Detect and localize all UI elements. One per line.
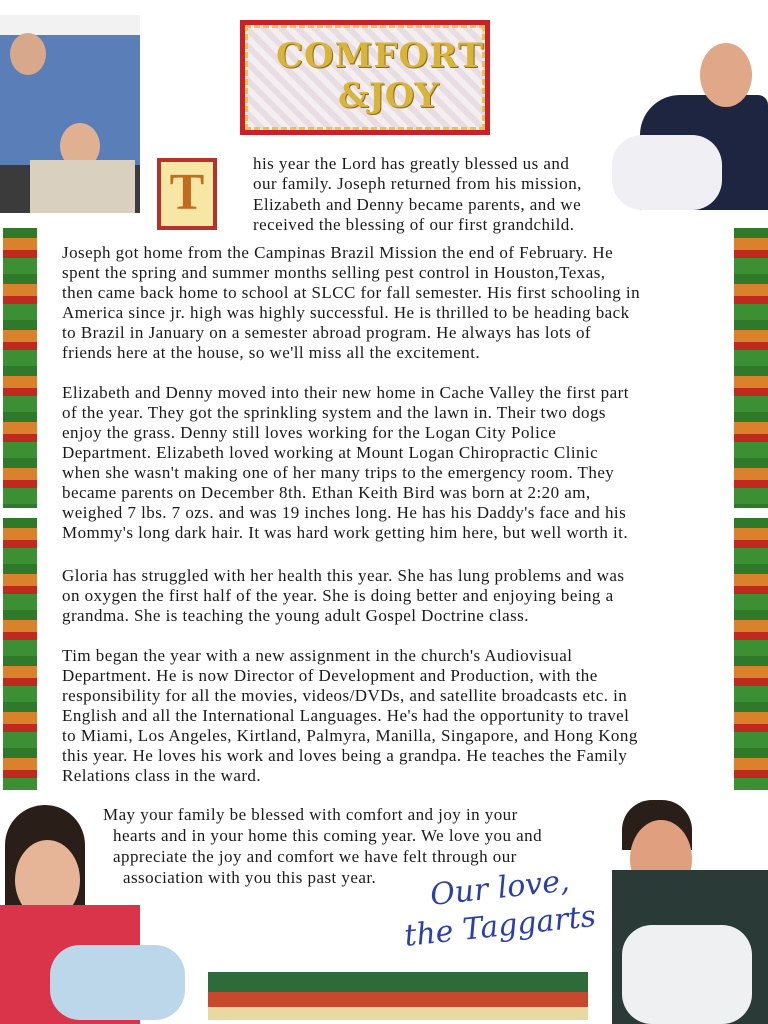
paragraph-4-line: to Miami, Los Angeles, Kirtland, Palmyra, Manilla, Singapore, and Hong Kong	[62, 726, 638, 745]
photo-parents	[0, 15, 140, 213]
paragraph-2-line: Department. Elizabeth loved working at Mount Logan Chiropractic Clinic	[62, 443, 599, 462]
village-houses-illustration	[208, 962, 588, 1020]
paragraph-1-line: spent the spring and summer months selling pest control in Houston,Texas,	[62, 263, 606, 282]
photo-joseph	[612, 15, 768, 210]
signature	[399, 860, 598, 956]
paragraph-4-line: Tim began the year with a new assignment in the church's Audiovisual	[62, 646, 573, 665]
right-vine-border-lower	[734, 518, 768, 790]
intro-line: Elizabeth and Denny became parents, and we	[253, 194, 582, 214]
paragraph-1-line: friends here at the house, so we'll miss all the excitement.	[62, 343, 481, 362]
paragraph-2-line: Elizabeth and Denny moved into their new home in Cache Valley the first part	[62, 383, 629, 402]
intro-line: received the blessing of our first grandchild.	[253, 214, 575, 234]
paragraph-3-line: grandma. She is teaching the young adult Gospel Doctrine class.	[62, 606, 529, 625]
paragraph-3-line: on oxygen the first half of the year. She is doing better and enjoying being a	[62, 586, 614, 605]
signature-line-1: Our love,	[428, 863, 572, 913]
paragraph-4-line: responsibility for all the movies, videos/DVDs, and satellite broadcasts etc. in	[62, 686, 628, 705]
drop-cap	[157, 158, 217, 230]
closing-line: association with you this past year.	[123, 868, 377, 887]
paragraph-3-line: Gloria has struggled with her health this year. She has lung problems and was	[62, 566, 625, 585]
paragraph-4-line: this year. He loves his work and loves being a grandpa. He teaches the Family	[62, 746, 628, 765]
paragraph-2-line: Mommy's long dark hair. It was hard work getting him here, but well worth it.	[62, 523, 629, 542]
comfort-and-joy-banner	[240, 20, 490, 135]
paragraph-2-line: enjoy the grass. Denny still loves working for the Logan City Police	[62, 423, 557, 442]
paragraph-2-line: became parents on December 8th. Ethan Keith Bird was born at 2:20 am,	[62, 483, 591, 502]
paragraph-2-line: of the year. They got the sprinkling system and the lawn in. Their two dogs	[62, 403, 606, 422]
drop-cap-letter: T	[161, 162, 213, 226]
paragraph-1-line: then came back home to school at SLCC for fall semester. His first schooling in	[62, 283, 641, 302]
closing-line: appreciate the joy and comfort we have felt through our	[113, 847, 517, 866]
paragraph-1-line: to Brazil in January on a semester abroad program. He always has lots of	[62, 323, 592, 342]
paragraph-1-line: America since jr. high was highly successful. He is thrilled to be heading back	[62, 303, 630, 322]
paragraph-4-line: English and all the International Languages. He's had the opportunity to travel	[62, 706, 630, 725]
banner-subtitle: &JOY	[338, 76, 439, 116]
left-vine-border	[3, 228, 37, 508]
intro-line: his year the Lord has greatly blessed us and	[253, 154, 570, 173]
closing-line: hearts and in your home this coming year. We love you and	[113, 826, 543, 845]
right-vine-border	[734, 228, 768, 508]
banner-title: COMFORT	[276, 36, 485, 76]
left-vine-border-lower	[3, 518, 37, 790]
photo-denny-baby	[612, 800, 768, 1024]
paragraph-4-line: Department. He is now Director of Development and Production, with the	[62, 666, 598, 685]
signature-line-2: the Taggarts	[402, 898, 598, 954]
intro-line: our family. Joseph returned from his mission,	[253, 174, 582, 194]
closing-line: May your family be blessed with comfort and joy in your	[103, 805, 518, 824]
paragraph-4-line: Relations class in the ward.	[62, 766, 262, 785]
paragraph-1-line: Joseph got home from the Campinas Brazil Mission the end of February. He	[62, 243, 614, 262]
paragraph-2-line: weighed 7 lbs. 7 ozs. and was 19 inches long. He has his Daddy's face and his	[62, 503, 627, 522]
paragraph-2-line: when she wasn't making one of her many trips to the emergency room. They	[62, 463, 615, 482]
